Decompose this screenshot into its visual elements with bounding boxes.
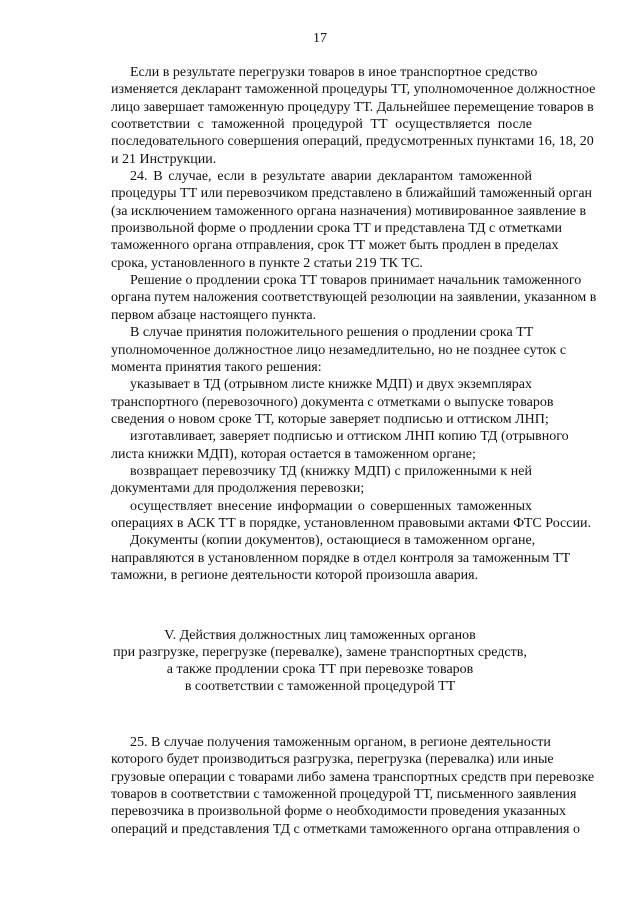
text-line: соответствии с таможенной процедурой ТТ осуществляется после bbox=[111, 117, 532, 133]
text-line: изменяется декларант таможенной процедуры ТТ, уполномоченное должностное bbox=[111, 82, 596, 98]
section-heading-line: V. Действия должностных лиц таможенных органов bbox=[164, 628, 476, 643]
text-line: органа путем наложения соответствующей резолюции на заявлении, указанном в bbox=[111, 290, 597, 306]
text-line: произвольной форме о продлении срока ТТ и представлена ТД с отметками bbox=[111, 221, 563, 237]
text-line: и 21 Инструкции. bbox=[111, 151, 217, 167]
paragraph bbox=[111, 498, 591, 533]
text-line: транспортного (перевозочного) документа с отметками о выпуске товаров bbox=[111, 394, 554, 410]
text-line: грузовые операции с товарами либо замена транспортных средств при перевозке bbox=[111, 769, 595, 785]
page-number: 17 bbox=[313, 31, 327, 46]
text-line: таможни, в регионе деятельности которой произошла авария. bbox=[111, 567, 479, 583]
paragraph bbox=[111, 168, 593, 272]
text-line: листа книжки МДП), которая остается в таможенном органе; bbox=[111, 446, 476, 462]
text-line: первом абзаце настоящего пункта. bbox=[111, 307, 317, 323]
text-line: уполномоченное должностное лицо незамедлительно, но не позднее суток с bbox=[111, 342, 567, 358]
text-line: операциях в АСК ТТ в порядке, установленном правовыми актами ФТС России. bbox=[111, 515, 591, 531]
text-line: срока, установленного в пункте 2 статьи 219 ТК ТС. bbox=[111, 255, 423, 271]
section-heading-line: при разгрузке, перегрузке (перевалке), замене транспортных средств, bbox=[113, 645, 527, 660]
paragraph bbox=[111, 272, 597, 324]
section-heading bbox=[0, 627, 640, 695]
text-line: 24. В случае, если в результате аварии декларантом таможенной bbox=[130, 169, 532, 185]
text-line: Решение о продлении срока ТТ товаров принимает начальник таможенного bbox=[130, 273, 582, 289]
section-heading-line: в соответствии с таможенной процедурой ТТ bbox=[184, 679, 456, 694]
text-line: Документы (копии документов), остающиеся в таможенном органе, bbox=[130, 533, 536, 549]
paragraph bbox=[111, 428, 569, 463]
paragraph bbox=[111, 324, 567, 376]
text-line: которого будет производиться разгрузка, перегрузка (перевалка) или иные bbox=[111, 752, 554, 768]
text-line: товаров в соответствии с таможенной процедурой ТТ, письменного заявления bbox=[111, 787, 577, 803]
paragraph bbox=[111, 376, 554, 428]
paragraph bbox=[111, 64, 596, 168]
text-line: процедуры ТТ или перевозчиком представлено в ближайший таможенный орган bbox=[111, 186, 593, 202]
text-line: таможенного органа отправления, срок ТТ может быть продлен в пределах bbox=[111, 238, 559, 254]
text-line: осуществляет внесение информации о совершенных таможенных bbox=[130, 498, 532, 514]
text-line: операций и представления ТД с отметками таможенного органа отправления о bbox=[111, 821, 580, 837]
body-text bbox=[111, 64, 597, 584]
text-line: указывает в ТД (отрывном листе книжке МДП) и двух экземплярах bbox=[130, 377, 532, 393]
paragraph bbox=[111, 734, 595, 838]
text-line: лицо завершает таможенную процедуру ТТ. Дальнейшее перемещение товаров в bbox=[111, 99, 594, 115]
text-line: изготавливает, заверяет подписью и оттиском ЛНП копию ТД (отрывного bbox=[130, 429, 569, 445]
text-line: (за исключением таможенного органа назначения) мотивированное заявление в bbox=[111, 203, 587, 219]
section-text bbox=[111, 734, 595, 838]
text-line: В случае принятия положительного решения о продлении срока ТТ bbox=[130, 325, 534, 341]
text-line: момента принятия такого решения: bbox=[111, 359, 322, 375]
text-line: направляются в установленном порядке в отдел контроля за таможенным ТТ bbox=[111, 550, 571, 566]
paragraph bbox=[111, 463, 532, 498]
text-line: возвращает перевозчику ТД (книжку МДП) с приложенными к ней bbox=[130, 463, 532, 479]
text-line: перевозчика в произвольной форме о необходимости проведения указанных bbox=[111, 804, 567, 820]
text-line: документами для продолжения перевозки; bbox=[111, 481, 365, 497]
text-line: 25. В случае получения таможенным органом, в регионе деятельности bbox=[130, 735, 551, 750]
text-line: Если в результате перегрузки товаров в иное транспортное средство bbox=[130, 65, 538, 80]
section-heading-line: а также продлении срока ТТ при перевозке товаров bbox=[166, 662, 474, 677]
text-line: последовательного совершения операций, предусмотренных пунктами 16, 18, 20 bbox=[111, 134, 594, 150]
text-line: сведения о новом сроке ТТ, которые заверяет подписью и оттиском ЛНП; bbox=[111, 411, 549, 427]
paragraph bbox=[111, 532, 571, 584]
